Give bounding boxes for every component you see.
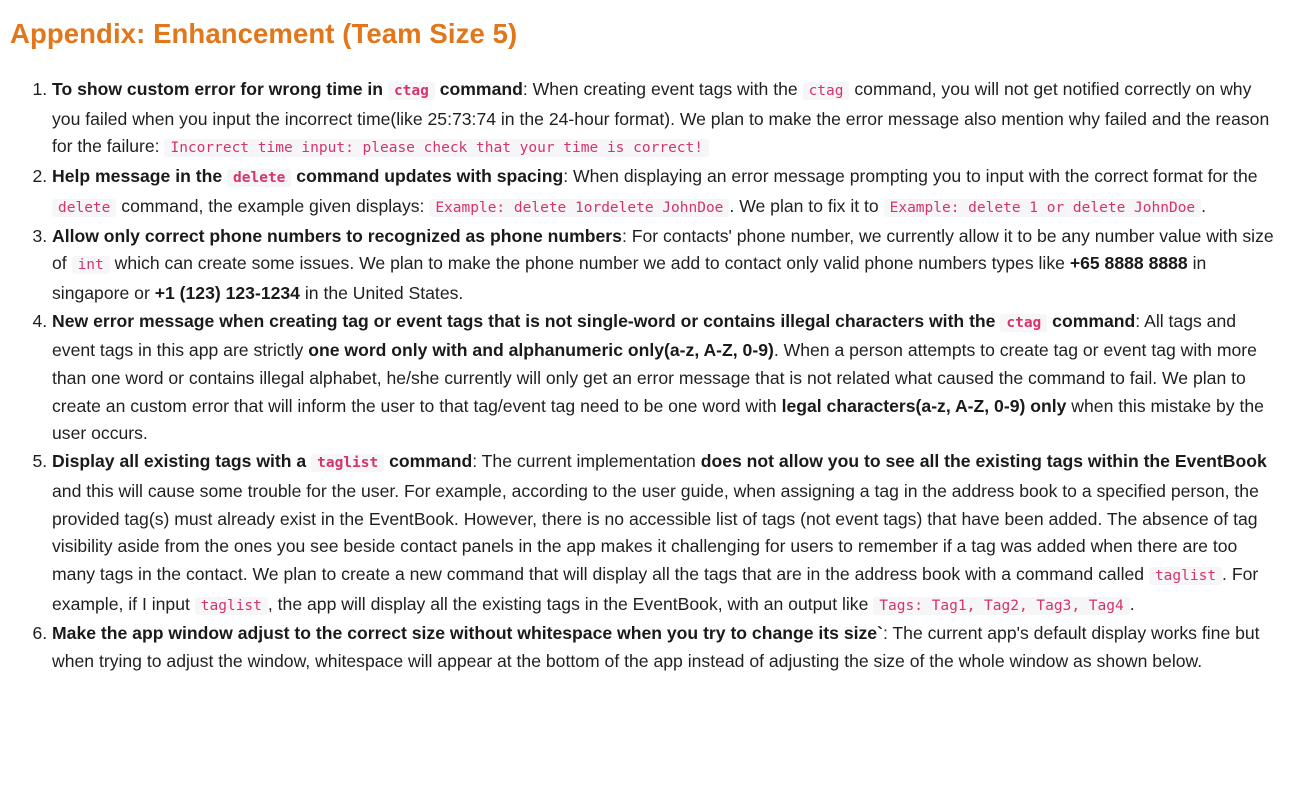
item-body-text: in the United States. bbox=[299, 282, 464, 303]
inline-code: Example: delete 1 or delete JohnDoe bbox=[884, 199, 1202, 217]
item-title bbox=[52, 166, 563, 186]
item-body-text: : For contacts' phone number, we currently allow it to be any number value with size of bbox=[52, 225, 1274, 274]
enhancement-item-6 bbox=[52, 620, 1279, 675]
item-title-text: Display all existing tags with a bbox=[52, 451, 312, 472]
inline-code: ctag bbox=[803, 82, 850, 100]
inline-code: taglist bbox=[1149, 567, 1222, 585]
enhancement-item-1 bbox=[52, 76, 1279, 163]
item-body-text: : The current implementation bbox=[472, 451, 701, 472]
bold-text: +1 (123) 123-1234 bbox=[154, 282, 300, 303]
appendix-heading: Appendix: Enhancement (Team Size 5) bbox=[10, 18, 518, 49]
bold-text: one word only with and alphanumeric only(a-z, A-Z, 0-9) bbox=[308, 340, 774, 361]
item-body-text: : When displaying an error message prompting you to input with the correct format for the bbox=[563, 166, 1258, 187]
inline-code: delete bbox=[52, 199, 116, 217]
enhancement-item-4 bbox=[52, 308, 1279, 449]
inline-code: ctag bbox=[1000, 314, 1047, 332]
inline-code: taglist bbox=[311, 454, 384, 472]
item-title-text: New error message when creating tag or event tags that is not single-word or contains illegal characters with the bbox=[52, 310, 1001, 331]
item-body-text: : When creating event tags with the bbox=[522, 79, 803, 99]
item-body-text: . We plan to fix it to bbox=[729, 195, 884, 216]
item-body-text: : The current app's default display works fine but when trying to adjust the window, whitespace will appear at the bottom of the app instead of adjusting the size of the whole window as shown below. bbox=[52, 623, 1260, 672]
item-body-text: command, the example given displays: bbox=[116, 195, 430, 216]
item-body-text: which can create some issues. We plan to make the phone number we add to contact only valid phone numbers types like bbox=[109, 253, 1070, 274]
inline-code: taglist bbox=[195, 597, 268, 615]
item-title-text: command bbox=[384, 451, 473, 472]
item-title-text: command bbox=[434, 79, 523, 99]
item-body-text: when this mistake by the user occurs. bbox=[52, 395, 1264, 444]
bold-text: +65 8888 8888 bbox=[1069, 253, 1188, 274]
item-title-text: command bbox=[1047, 310, 1136, 331]
item-title bbox=[52, 311, 1135, 331]
item-body-text: and this will cause some trouble for the user. For example, according to the user guide, when assigning a tag in the address book to a specified person, the provided tag(s) must already exist in the EventBook. However, there is no accessible list of tags (not event tags) that have been added. The absence of tag visibility aside from the ones you see beside contact panels in the app makes it challenging for users to remember if a tag was added when there are too many tags in the contact. We plan to create a new command that will display all the tags that are in the address book with a command called bbox=[52, 480, 1259, 584]
item-title bbox=[52, 451, 472, 471]
item-title-text: command updates with spacing bbox=[291, 166, 564, 187]
inline-code: delete bbox=[227, 169, 291, 187]
enhancement-item-3 bbox=[52, 223, 1279, 308]
enhancement-list bbox=[10, 76, 1279, 676]
item-body-text: . When a person attempts to create tag or event tag with more than one word or contains illegal alphabet, he/she currently will only get an error message that is not related what caused the command to fail. We plan to create an custom error that will inform the user to that tag/event tag need to be one word with bbox=[52, 340, 1257, 416]
inline-code: Example: delete 1ordelete JohnDoe bbox=[429, 199, 729, 217]
item-body-text: . bbox=[1201, 195, 1207, 216]
item-title-text: To show custom error for wrong time in bbox=[52, 79, 388, 99]
item-body-text: command, you will not get notified correctly on why you failed when you input the incorrect time(like 25:73:74 in the 24-hour format). We plan to make the error message also mention why failed and the reason for the failure: bbox=[52, 79, 1270, 157]
item-title: Make the app window adjust to the correct size without whitespace when you try to change its size` bbox=[52, 623, 883, 644]
enhancement-item-2 bbox=[52, 163, 1279, 222]
inline-code: int bbox=[72, 256, 110, 274]
item-body-text: . bbox=[1129, 593, 1135, 614]
item-body-text: in singapore or bbox=[52, 253, 1207, 303]
inline-code: Tags: Tag1, Tag2, Tag3, Tag4 bbox=[873, 597, 1129, 615]
item-title bbox=[52, 79, 523, 99]
item-title: Allow only correct phone numbers to recognized as phone numbers bbox=[52, 225, 622, 246]
inline-code: ctag bbox=[388, 82, 435, 100]
bold-text: legal characters(a-z, A-Z, 0-9) only bbox=[781, 395, 1067, 416]
enhancement-item-5 bbox=[52, 448, 1279, 620]
inline-code: Incorrect time input: please check that your time is correct! bbox=[164, 139, 709, 157]
bold-text: does not allow you to see all the existing tags within the EventBook bbox=[700, 451, 1267, 472]
item-body-text: , the app will display all the existing tags in the EventBook, with an output like bbox=[267, 593, 874, 614]
item-body-text: : All tags and event tags in this app are strictly bbox=[52, 310, 1237, 361]
item-title-text: Help message in the bbox=[52, 166, 228, 187]
item-body-text: . For example, if I input bbox=[52, 563, 1259, 614]
